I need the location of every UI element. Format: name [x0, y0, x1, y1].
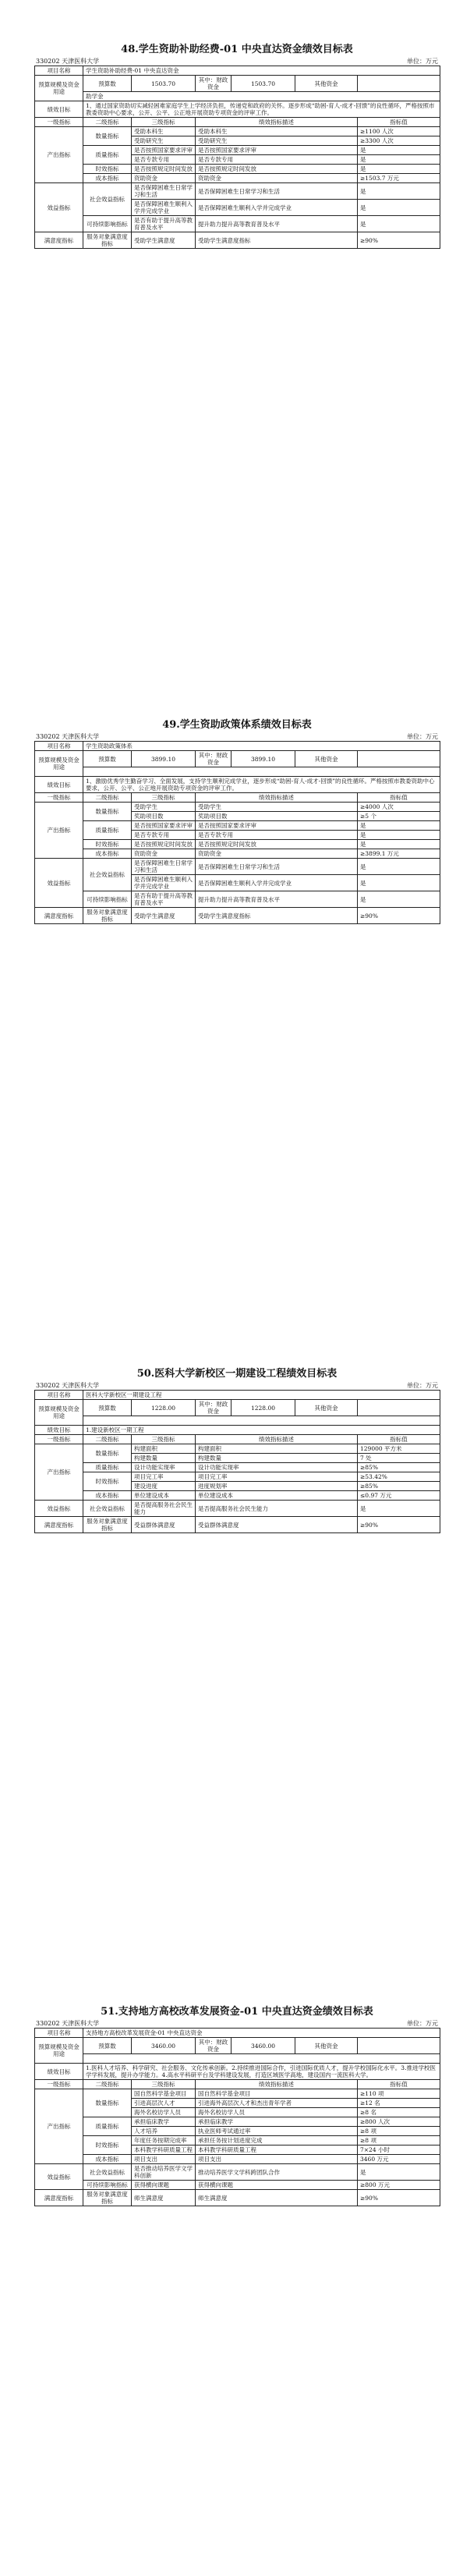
- row-value: 7 处: [358, 1454, 440, 1463]
- row-value: 3460 万元: [358, 2155, 440, 2164]
- row-value: ≥53.42%: [358, 1472, 440, 1482]
- fund-use: [83, 767, 440, 777]
- row-level2: 社会效益指标: [83, 859, 132, 891]
- row-desc: 构建数量: [196, 1454, 358, 1463]
- row-value: ≥85%: [358, 1482, 440, 1491]
- unit-label: 单位：万元: [407, 58, 438, 65]
- fiscal-value: 3899.10: [231, 751, 295, 767]
- row-level3: 奖助项目数: [132, 812, 196, 821]
- row-level2: 可持续影响指标: [83, 2181, 132, 2190]
- header-level1: 一级指标: [35, 118, 83, 127]
- budget-value: 3899.10: [132, 751, 196, 767]
- header-level3: 三级指标: [132, 2080, 196, 2089]
- row-level2: 服务对象满意度指标: [83, 232, 132, 249]
- unit-label: 单位：万元: [407, 1382, 438, 1389]
- row-level2: 成本指标: [83, 174, 132, 183]
- label-budget: 预算数: [83, 1400, 132, 1416]
- row-level3: 年度任务按期完成率: [132, 2136, 196, 2145]
- row-level3: 获得横向课题: [132, 2181, 196, 2190]
- row-value: ≥8 项: [358, 2136, 440, 2145]
- row-desc: 进度规划率: [196, 1482, 358, 1491]
- row-level3: 构建数量: [132, 1454, 196, 1463]
- row-level3: 是否保障困难生顺利入学并完成学业: [132, 875, 196, 891]
- project-name: 学生资助政策体系: [83, 742, 440, 751]
- row-value: 是: [358, 2164, 440, 2181]
- row-value: 129000 平方米: [358, 1444, 440, 1454]
- row-level3: 是否保障困难生日常学习和生活: [132, 859, 196, 875]
- row-level3: 资助资金: [132, 849, 196, 859]
- header-level1: 一级指标: [35, 1435, 83, 1444]
- label-fiscal: 其中：财政资金: [196, 751, 231, 767]
- row-value: ≥90%: [358, 908, 440, 924]
- row-value: 是: [358, 1501, 440, 1517]
- row-level3: 人才培养: [132, 2127, 196, 2136]
- row-desc: 是否保障困难生日常学习和生活: [196, 859, 358, 875]
- row-desc: 受助学生满意度指标: [196, 232, 358, 249]
- row-value: 是: [358, 840, 440, 849]
- label-project-name: 项目名称: [35, 66, 83, 76]
- row-value: ≥8 项: [358, 2127, 440, 2136]
- unit-org: 330202 天津医科大学: [36, 2020, 100, 2027]
- row-level3: 构建面积: [132, 1444, 196, 1454]
- performance-target: 1.建设新校区一期工程: [83, 1426, 440, 1435]
- row-desc: 是否按照规定时间发放: [196, 165, 358, 174]
- row-desc: 是否提高服务社会民生能力: [196, 1501, 358, 1517]
- row-desc: 受助学生: [196, 803, 358, 812]
- row-value: ≥1503.7 万元: [358, 174, 440, 183]
- row-desc: 是否按照国家要求评审: [196, 146, 358, 155]
- section-title: 51.支持地方高校改革发展资金-01 中央直达资金绩效目标表: [101, 2006, 373, 2018]
- unit-org: 330202 天津医科大学: [36, 1382, 100, 1389]
- header-level3: 三级指标: [132, 793, 196, 803]
- row-level3: 是否有助于提升高等教育普及水平: [132, 891, 196, 908]
- row-level3: 海外名校访学人员: [132, 2108, 196, 2117]
- row-level3: 受益群体满意度: [132, 1517, 196, 1533]
- row-level1: 产出指标: [35, 127, 83, 183]
- row-level3: 师生满意度: [132, 2190, 196, 2206]
- row-value: ≥3300 人次: [358, 136, 440, 146]
- row-value: ≥5 个: [358, 812, 440, 821]
- row-value: 是: [358, 821, 440, 831]
- other-value: [358, 1400, 440, 1416]
- section-51: [34, 2003, 440, 2206]
- row-desc: 承担任务按计划进度完成: [196, 2136, 358, 2145]
- row-level2: 服务对象满意度指标: [83, 1517, 132, 1533]
- header-level1: 一级指标: [35, 2080, 83, 2089]
- budget-value: 1228.00: [132, 1400, 196, 1416]
- label-fiscal: 其中：财政资金: [196, 1400, 231, 1416]
- row-level2: 成本指标: [83, 1491, 132, 1501]
- fiscal-value: 3460.00: [231, 2038, 295, 2054]
- row-value: ≥110 项: [358, 2089, 440, 2099]
- row-level1: 效益指标: [35, 2164, 83, 2190]
- label-budget: 预算数: [83, 751, 132, 767]
- performance-table: [34, 741, 440, 924]
- row-level3: 单位建设成本: [132, 1491, 196, 1501]
- header-level2: 二级指标: [83, 1435, 132, 1444]
- row-value: 是: [358, 216, 440, 232]
- label-project-name: 项目名称: [35, 2029, 83, 2038]
- row-level2: 数量指标: [83, 1444, 132, 1463]
- row-level3: 是否保障困难生顺利入学并完成学业: [132, 200, 196, 216]
- row-level3: 设计功能实现率: [132, 1463, 196, 1472]
- row-value: ≥3899.1 万元: [358, 849, 440, 859]
- row-level2: 时效指标: [83, 1472, 132, 1491]
- header-level1: 一级指标: [35, 793, 83, 803]
- row-value: 是: [358, 875, 440, 891]
- row-level2: 服务对象满意度指标: [83, 2190, 132, 2206]
- header-level2: 二级指标: [83, 118, 132, 127]
- row-value: 是: [358, 200, 440, 216]
- row-level3: 是否有助于提升高等教育普及水平: [132, 216, 196, 232]
- row-level3: 是否专款专用: [132, 831, 196, 840]
- unit-org: 330202 天津医科大学: [36, 58, 100, 65]
- label-other: 其他资金: [295, 1400, 358, 1416]
- row-level3: 项目支出: [132, 2155, 196, 2164]
- section-49: [34, 716, 440, 924]
- row-level3: 是否提高服务社会民生能力: [132, 1501, 196, 1517]
- project-name: 支持地方高校改革发展资金-01 中央直达资金: [83, 2029, 440, 2038]
- row-desc: 国自然科学基金项目: [196, 2089, 358, 2099]
- row-level3: 是否按照规定时间发放: [132, 840, 196, 849]
- label-other: 其他资金: [295, 751, 358, 767]
- row-level1: 产出指标: [35, 803, 83, 859]
- row-level1: 效益指标: [35, 183, 83, 232]
- row-desc: 单位建设成本: [196, 1491, 358, 1501]
- header-desc: 绩效指标描述: [196, 1435, 358, 1444]
- performance-target: 1、激励优秀学生勤奋学习、全面发展，支持学生顺利完成学业，逐步形成“助困-育人-成才-回馈”的良性循环。严格按照市教委资助中心要求，公开、公平、公正地开展资助专项资金的评审工作。: [83, 777, 440, 793]
- label-fiscal: 其中：财政资金: [196, 2038, 231, 2054]
- performance-target: 1、通过国家资助切实减轻困难家庭学生上学经济负担，传递党和政府的关怀。逐步形成“助困-育人-成才-回馈”的良性循环，严格按照市教委资助中心要求，公开、公平、公正地开展资助专项资金的评审工作。: [83, 101, 440, 118]
- label-fiscal: 其中：财政资金: [196, 76, 231, 92]
- label-budget: 预算数: [83, 76, 132, 92]
- row-level2: 数量指标: [83, 2089, 132, 2117]
- row-level2: 成本指标: [83, 2155, 132, 2164]
- label-budget-use: 预算规模及资金用途: [35, 1400, 83, 1426]
- performance-table: [34, 2028, 440, 2206]
- row-level2: 质量指标: [83, 1463, 132, 1472]
- row-desc: 受助学生满意度指标: [196, 908, 358, 924]
- row-level2: 时效指标: [83, 165, 132, 174]
- row-level3: 受助研究生: [132, 136, 196, 146]
- row-value: 是: [358, 155, 440, 165]
- header-value: 指标值: [358, 793, 440, 803]
- unit-label: 单位：万元: [407, 2020, 438, 2027]
- header-level2: 二级指标: [83, 2080, 132, 2089]
- project-name: 医科大学新校区一期建设工程: [83, 1391, 440, 1400]
- row-desc: 是否保障困难生日常学习和生活: [196, 183, 358, 200]
- row-value: ≥4000 人次: [358, 803, 440, 812]
- header-level2: 二级指标: [83, 793, 132, 803]
- row-level3: 资助资金: [132, 174, 196, 183]
- row-level2: 数量指标: [83, 127, 132, 146]
- row-level3: 受助本科生: [132, 127, 196, 136]
- row-desc: 引进海外高层次人才和杰出青年学者: [196, 2099, 358, 2108]
- row-level2: 质量指标: [83, 821, 132, 840]
- row-value: 是: [358, 146, 440, 155]
- row-value: ≥90%: [358, 232, 440, 249]
- fiscal-value: 1228.00: [231, 1400, 295, 1416]
- row-value: 7×24 小时: [358, 2145, 440, 2155]
- label-budget-use: 预算规模及资金用途: [35, 751, 83, 777]
- row-level2: 质量指标: [83, 146, 132, 165]
- project-name: 学生资助补助经费-01 中央直达资金: [83, 66, 440, 76]
- fund-use: [83, 2054, 440, 2064]
- row-desc: 受助研究生: [196, 136, 358, 146]
- row-level2: 社会效益指标: [83, 2164, 132, 2181]
- row-level3: 是否按照国家要求评审: [132, 146, 196, 155]
- fund-use: [83, 1416, 440, 1426]
- label-target: 绩效目标: [35, 1426, 83, 1435]
- row-level1: 满意度指标: [35, 232, 83, 249]
- row-level2: 时效指标: [83, 2136, 132, 2155]
- row-desc: 本科教学科研质量工程: [196, 2145, 358, 2155]
- row-level3: 受助学生满意度: [132, 908, 196, 924]
- row-desc: 海外名校访学人员: [196, 2108, 358, 2117]
- row-level1: 满意度指标: [35, 908, 83, 924]
- row-desc: 奖助项目数: [196, 812, 358, 821]
- row-desc: 师生满意度: [196, 2190, 358, 2206]
- section-50: [34, 1365, 440, 1533]
- row-value: ≥90%: [358, 2190, 440, 2206]
- label-other: 其他资金: [295, 76, 358, 92]
- row-level1: 满意度指标: [35, 1517, 83, 1533]
- header-desc: 绩效指标描述: [196, 2080, 358, 2089]
- label-target: 绩效目标: [35, 777, 83, 793]
- other-value: [358, 76, 440, 92]
- row-desc: 是否保障困难生顺利入学并完成学业: [196, 200, 358, 216]
- label-target: 绩效目标: [35, 101, 83, 118]
- header-level3: 三级指标: [132, 118, 196, 127]
- row-value: ≥1100 人次: [358, 127, 440, 136]
- row-level3: 引进高层次人才: [132, 2099, 196, 2108]
- row-value: ≥90%: [358, 1517, 440, 1533]
- row-level1: 产出指标: [35, 1444, 83, 1501]
- row-level3: 是否按照国家要求评审: [132, 821, 196, 831]
- unit-label: 单位：万元: [407, 733, 438, 740]
- label-budget: 预算数: [83, 2038, 132, 2054]
- row-desc: 资助资金: [196, 174, 358, 183]
- label-project-name: 项目名称: [35, 1391, 83, 1400]
- row-desc: 提升助力提升高等教育普及水平: [196, 891, 358, 908]
- row-level3: 承担临床教学: [132, 2117, 196, 2127]
- row-desc: 受益群体满意度: [196, 1517, 358, 1533]
- header-desc: 绩效指标描述: [196, 793, 358, 803]
- section-meta: [34, 57, 440, 66]
- row-value: ≥800 万元: [358, 2181, 440, 2190]
- row-level3: 本科教学科研质量工程: [132, 2145, 196, 2155]
- row-desc: 是否专款专用: [196, 155, 358, 165]
- section-title: 49.学生资助政策体系绩效目标表: [162, 719, 312, 731]
- row-level2: 服务对象满意度指标: [83, 908, 132, 924]
- row-level2: 社会效益指标: [83, 183, 132, 216]
- row-level2: 成本指标: [83, 849, 132, 859]
- section-48: [34, 41, 440, 249]
- header-level3: 三级指标: [132, 1435, 196, 1444]
- row-desc: 获得横向课题: [196, 2181, 358, 2190]
- performance-table: [34, 66, 440, 249]
- label-budget-use: 预算规模及资金用途: [35, 2038, 83, 2064]
- label-project-name: 项目名称: [35, 742, 83, 751]
- row-level1: 效益指标: [35, 1501, 83, 1517]
- row-desc: 受助本科生: [196, 127, 358, 136]
- row-value: 是: [358, 183, 440, 200]
- row-level1: 产出指标: [35, 2089, 83, 2164]
- row-level3: 是否按照规定时间发放: [132, 165, 196, 174]
- row-value: 是: [358, 859, 440, 875]
- row-desc: 提升助力提升高等教育普及水平: [196, 216, 358, 232]
- row-level3: 国自然科学基金项目: [132, 2089, 196, 2099]
- section-title: 50.医科大学新校区一期建设工程绩效目标表: [136, 1368, 338, 1380]
- fund-use: 助学金: [83, 92, 440, 101]
- row-desc: 是否按照规定时间发放: [196, 840, 358, 849]
- section-meta: [34, 1381, 440, 1390]
- row-desc: 是否按照国家要求评审: [196, 821, 358, 831]
- row-level2: 可持续影响指标: [83, 891, 132, 908]
- row-desc: 是否保障困难生顺利入学并完成学业: [196, 875, 358, 891]
- row-value: ≤0.97 万元: [358, 1491, 440, 1501]
- row-level3: 建设进度: [132, 1482, 196, 1491]
- header-value: 指标值: [358, 118, 440, 127]
- budget-value: 3460.00: [132, 2038, 196, 2054]
- budget-value: 1503.70: [132, 76, 196, 92]
- row-desc: 项目支出: [196, 2155, 358, 2164]
- row-value: ≥12 名: [358, 2099, 440, 2108]
- label-target: 绩效目标: [35, 2064, 83, 2080]
- row-level1: 效益指标: [35, 859, 83, 908]
- row-level3: 项目完工率: [132, 1472, 196, 1482]
- performance-target: 1.医科人才培养、科学研究、社会服务、文化传承创新。2.持续推进国际合作，引进国际优质人才，提升学校国际化水平。3.推进学校医学学科发展，提升办学能力。4.高水平科研平台及学科建设发展，打造区域医学高地，建设国内一流医科大学。: [83, 2064, 440, 2080]
- unit-org: 330202 天津医科大学: [36, 733, 100, 740]
- row-level2: 时效指标: [83, 840, 132, 849]
- row-level3: 受助学生满意度: [132, 232, 196, 249]
- row-value: ≥8 名: [358, 2108, 440, 2117]
- row-level3: 是否专款专用: [132, 155, 196, 165]
- row-desc: 推动培养医学文学科跨团队合作: [196, 2164, 358, 2181]
- row-level3: 是否保障困难生日常学习和生活: [132, 183, 196, 200]
- performance-table: [34, 1390, 440, 1533]
- row-level2: 可持续影响指标: [83, 216, 132, 232]
- row-value: 是: [358, 165, 440, 174]
- section-meta: [34, 732, 440, 741]
- header-desc: 绩效指标描述: [196, 118, 358, 127]
- label-budget-use: 预算规模及资金用途: [35, 76, 83, 101]
- row-desc: 是否专款专用: [196, 831, 358, 840]
- row-desc: 设计功能实现率: [196, 1463, 358, 1472]
- header-value: 指标值: [358, 1435, 440, 1444]
- section-meta: [34, 2019, 440, 2028]
- header-value: 指标值: [358, 2080, 440, 2089]
- row-desc: 项目完工率: [196, 1472, 358, 1482]
- row-level3: 是否推动培养医学文学科创新: [132, 2164, 196, 2181]
- row-desc: 执业医师考试通过率: [196, 2127, 358, 2136]
- label-other: 其他资金: [295, 2038, 358, 2054]
- row-value: ≥85%: [358, 1463, 440, 1472]
- other-value: [358, 2038, 440, 2054]
- row-desc: 承担临床教学: [196, 2117, 358, 2127]
- section-title: 48.学生资助补助经费-01 中央直达资金绩效目标表: [121, 44, 353, 55]
- fiscal-value: 1503.70: [231, 76, 295, 92]
- row-level2: 质量指标: [83, 2117, 132, 2136]
- row-level3: 受助学生: [132, 803, 196, 812]
- other-value: [358, 751, 440, 767]
- row-value: 是: [358, 891, 440, 908]
- row-desc: 资助资金: [196, 849, 358, 859]
- row-level2: 数量指标: [83, 803, 132, 821]
- row-desc: 构建面积: [196, 1444, 358, 1454]
- row-value: 是: [358, 831, 440, 840]
- row-level2: 社会效益指标: [83, 1501, 132, 1517]
- row-value: ≥800 人次: [358, 2117, 440, 2127]
- row-level1: 满意度指标: [35, 2190, 83, 2206]
